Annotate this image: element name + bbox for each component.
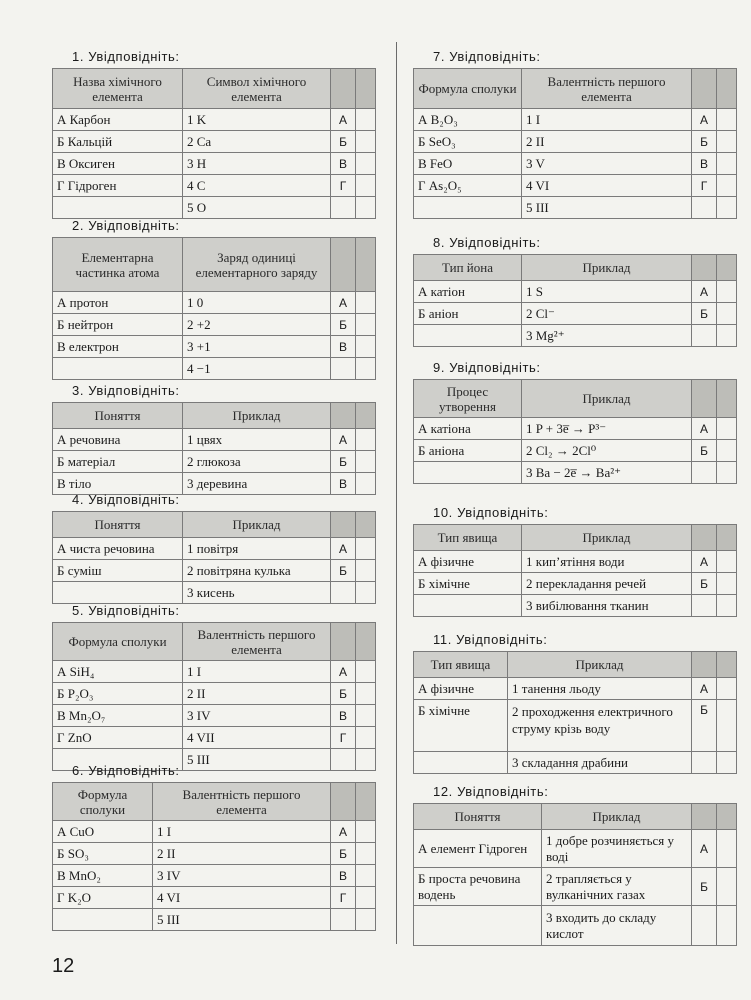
answer-cell[interactable]: Б <box>692 700 717 752</box>
left-cell <box>414 197 522 219</box>
answer-input-cell[interactable] <box>356 451 376 473</box>
answer-input-cell[interactable] <box>717 868 737 906</box>
table-row <box>414 868 737 906</box>
left-cell: В FeO <box>414 153 522 175</box>
table-row <box>414 462 737 484</box>
answer-cell[interactable]: Б <box>331 843 356 865</box>
matching-table <box>52 782 376 931</box>
table-row <box>53 909 376 931</box>
header-right: Приклад <box>183 403 331 429</box>
header-left: Поняття <box>53 512 183 538</box>
answer-input-cell <box>717 197 737 219</box>
left-cell <box>414 462 522 484</box>
left-cell: Г Гідроген <box>53 175 183 197</box>
table-row <box>414 678 737 700</box>
left-cell: Б SO₃ <box>53 843 153 865</box>
task-12 <box>413 781 736 946</box>
task-title: 6. Увідповідніть: <box>72 763 180 778</box>
answer-cell[interactable]: А <box>692 109 717 131</box>
table-row <box>53 705 376 727</box>
right-cell: 1 добре розчиняється у воді <box>542 830 692 868</box>
matching-table <box>413 379 737 484</box>
task-title: 11. Увідповідніть: <box>433 632 548 647</box>
matching-table <box>413 68 737 219</box>
right-cell: 3 Ba − 2e̅ → Ba²⁺ <box>522 462 692 484</box>
left-cell: А SiH₄ <box>53 661 183 683</box>
answer-input-cell <box>356 909 376 931</box>
left-cell: А Карбон <box>53 109 183 131</box>
left-cell: А B₂O₃ <box>414 109 522 131</box>
task-title: 10. Увідповідніть: <box>433 505 549 520</box>
header-right: Приклад <box>508 652 692 678</box>
left-cell <box>414 595 522 617</box>
header-left: Формула сполуки <box>53 623 183 661</box>
matching-table <box>413 524 737 617</box>
header-right: Приклад <box>542 804 692 830</box>
answer-cell[interactable]: Б <box>331 560 356 582</box>
header-left: Елементарна частинка атома <box>53 238 183 292</box>
right-cell: 3 входить до складу кислот <box>542 906 692 946</box>
task-9 <box>413 357 736 484</box>
answer-input-cell[interactable] <box>356 560 376 582</box>
table-row <box>53 131 376 153</box>
answer-cell[interactable]: А <box>692 551 717 573</box>
answer-input-cell[interactable] <box>356 821 376 843</box>
right-cell: 3 IV <box>153 865 331 887</box>
header-right: Валентність першого елемента <box>183 623 331 661</box>
left-cell: Г As₂O₅ <box>414 175 522 197</box>
answer-input-cell[interactable] <box>356 314 376 336</box>
table-row <box>53 865 376 887</box>
right-cell: 1 I <box>153 821 331 843</box>
answer-cell[interactable]: Г <box>692 175 717 197</box>
left-cell: Г K₂O <box>53 887 153 909</box>
table-row <box>414 573 737 595</box>
answer-cell[interactable]: В <box>331 705 356 727</box>
right-cell: 2 повітряна кулька <box>183 560 331 582</box>
answer-input-cell[interactable] <box>356 887 376 909</box>
header-left: Тип явища <box>414 525 522 551</box>
answer-cell[interactable]: Г <box>331 175 356 197</box>
table-row <box>53 887 376 909</box>
right-cell: 1 кип’ятіння води <box>522 551 692 573</box>
answer-input-cell[interactable] <box>356 153 376 175</box>
task-11 <box>413 629 736 774</box>
answer-cell[interactable]: Б <box>331 451 356 473</box>
task-8 <box>413 232 736 347</box>
matching-table <box>413 651 737 774</box>
table-row <box>414 752 737 774</box>
answer-input-cell <box>356 358 376 380</box>
task-title: 5. Увідповідніть: <box>72 603 180 618</box>
answer-input-cell[interactable] <box>717 573 737 595</box>
table-row <box>414 595 737 617</box>
answer-cell[interactable]: В <box>331 865 356 887</box>
left-cell <box>414 752 508 774</box>
header-left: Поняття <box>414 804 542 830</box>
answer-input-cell[interactable] <box>356 109 376 131</box>
matching-table <box>52 511 376 604</box>
header-left: Тип явища <box>414 652 508 678</box>
task-10 <box>413 502 736 617</box>
answer-cell[interactable]: Б <box>692 303 717 325</box>
answer-cell <box>692 462 717 484</box>
left-cell: В електрон <box>53 336 183 358</box>
task-title: 8. Увідповідніть: <box>433 235 541 250</box>
answer-input-cell[interactable] <box>717 678 737 700</box>
answer-cell <box>692 325 717 347</box>
right-cell: 1 I <box>183 661 331 683</box>
answer-input-cell[interactable] <box>717 551 737 573</box>
right-cell: 1 повітря <box>183 538 331 560</box>
answer-input-cell[interactable] <box>717 131 737 153</box>
answer-input-cell[interactable] <box>356 538 376 560</box>
table-row <box>414 153 737 175</box>
left-cell <box>53 358 183 380</box>
left-cell: Б P₂O₃ <box>53 683 183 705</box>
page-number: 12 <box>52 955 75 977</box>
left-cell: А елемент Гідроген <box>414 830 542 868</box>
header-left: Поняття <box>53 403 183 429</box>
header-right: Валентність першого елемента <box>153 783 331 821</box>
matching-table <box>52 68 376 219</box>
table-row <box>414 906 737 946</box>
left-cell: Б SeO₃ <box>414 131 522 153</box>
table-row <box>414 175 737 197</box>
table-row <box>53 292 376 314</box>
header-left: Назва хімічного елемента <box>53 69 183 109</box>
header-right: Символ хімічного елемента <box>183 69 331 109</box>
table-row <box>53 661 376 683</box>
right-cell: 2 проходження електричного струму крізь воду <box>508 700 692 752</box>
right-cell: 4 −1 <box>183 358 331 380</box>
task-title: 3. Увідповідніть: <box>72 383 180 398</box>
right-cell: 2 перекладання речей <box>522 573 692 595</box>
left-cell: Б хімічне <box>414 573 522 595</box>
answer-cell <box>692 197 717 219</box>
answer-cell <box>331 909 356 931</box>
task-title: 12. Увідповідніть: <box>433 784 549 799</box>
table-row <box>53 336 376 358</box>
answer-cell[interactable]: А <box>331 821 356 843</box>
answer-cell[interactable]: В <box>692 153 717 175</box>
answer-input-cell[interactable] <box>717 440 737 462</box>
table-row <box>53 821 376 843</box>
answer-cell[interactable]: Г <box>331 887 356 909</box>
right-cell: 1 0 <box>183 292 331 314</box>
table-row <box>53 175 376 197</box>
task-title: 4. Увідповідніть: <box>72 492 180 507</box>
right-cell: 2 II <box>153 843 331 865</box>
right-cell: 1 S <box>522 281 692 303</box>
right-cell: 2 глюкоза <box>183 451 331 473</box>
answer-cell[interactable]: А <box>331 109 356 131</box>
left-cell: В MnO₂ <box>53 865 153 887</box>
left-cell: В тіло <box>53 473 183 495</box>
table-row <box>53 109 376 131</box>
answer-cell[interactable]: В <box>331 473 356 495</box>
left-cell: В Mn₂O₇ <box>53 705 183 727</box>
left-cell: Б аніон <box>414 303 522 325</box>
table-row <box>53 451 376 473</box>
answer-cell[interactable]: В <box>331 153 356 175</box>
answer-cell <box>692 595 717 617</box>
right-cell: 3 деревина <box>183 473 331 495</box>
table-row <box>414 700 737 752</box>
answer-cell[interactable]: Б <box>331 314 356 336</box>
header-left: Тип йона <box>414 255 522 281</box>
answer-input-cell[interactable] <box>356 727 376 749</box>
answer-input-cell[interactable] <box>717 281 737 303</box>
left-cell: А чиста речовина <box>53 538 183 560</box>
answer-input-cell[interactable] <box>717 303 737 325</box>
task-4 <box>52 489 375 604</box>
answer-cell[interactable]: А <box>692 281 717 303</box>
answer-input-cell[interactable] <box>356 429 376 451</box>
task-3 <box>52 380 375 495</box>
answer-cell[interactable]: А <box>331 661 356 683</box>
header-right: Приклад <box>522 380 692 418</box>
matching-table <box>52 237 376 380</box>
right-cell: 1 P + 3e̅ → P³⁻ <box>522 418 692 440</box>
table-row <box>414 109 737 131</box>
answer-cell[interactable]: А <box>692 830 717 868</box>
table-row <box>414 197 737 219</box>
left-cell: Б Кальцій <box>53 131 183 153</box>
right-cell: 5 O <box>183 197 331 219</box>
answer-cell <box>331 358 356 380</box>
answer-input-cell[interactable] <box>717 418 737 440</box>
matching-table <box>413 803 737 946</box>
task-1 <box>52 46 375 219</box>
table-row <box>53 429 376 451</box>
left-cell: Б нейтрон <box>53 314 183 336</box>
left-cell: Б суміш <box>53 560 183 582</box>
right-cell: 4 VI <box>153 887 331 909</box>
answer-input-cell[interactable] <box>356 705 376 727</box>
answer-cell[interactable]: Б <box>331 131 356 153</box>
answer-input-cell[interactable] <box>356 683 376 705</box>
answer-input-cell[interactable] <box>356 292 376 314</box>
answer-input-cell[interactable] <box>356 175 376 197</box>
table-row <box>53 560 376 582</box>
task-7 <box>413 46 736 219</box>
answer-cell[interactable]: Б <box>331 683 356 705</box>
answer-cell[interactable]: В <box>331 336 356 358</box>
answer-cell[interactable]: А <box>331 429 356 451</box>
table-row <box>53 538 376 560</box>
left-cell: А катіон <box>414 281 522 303</box>
table-row <box>414 440 737 462</box>
table-row <box>53 153 376 175</box>
right-cell: 3 Mg²⁺ <box>522 325 692 347</box>
header-right: Приклад <box>522 525 692 551</box>
answer-input-cell[interactable] <box>356 336 376 358</box>
header-left: Процес утворення <box>414 380 522 418</box>
right-cell: 3 кисень <box>183 582 331 604</box>
answer-input-cell[interactable] <box>717 109 737 131</box>
right-cell: 3 V <box>522 153 692 175</box>
right-cell: 5 III <box>153 909 331 931</box>
table-row <box>53 843 376 865</box>
table-row <box>414 551 737 573</box>
table-row <box>53 358 376 380</box>
table-row <box>414 418 737 440</box>
header-right: Заряд одиниці елементарного заряду <box>183 238 331 292</box>
right-cell: 4 VI <box>522 175 692 197</box>
right-cell: 2 Cl₂ → 2Cl⁰ <box>522 440 692 462</box>
header-right: Приклад <box>183 512 331 538</box>
matching-table <box>52 402 376 495</box>
task-title: 9. Увідповідніть: <box>433 360 541 375</box>
answer-input-cell[interactable] <box>356 843 376 865</box>
left-cell: Б аніона <box>414 440 522 462</box>
table-row <box>53 683 376 705</box>
answer-input-cell <box>717 325 737 347</box>
right-cell: 3 складання драбини <box>508 752 692 774</box>
right-cell: 3 IV <box>183 705 331 727</box>
task-5 <box>52 600 375 771</box>
right-cell: 1 танення льоду <box>508 678 692 700</box>
table-row <box>414 830 737 868</box>
task-title: 1. Увідповідніть: <box>72 49 180 64</box>
left-cell <box>414 906 542 946</box>
right-cell: 2 +2 <box>183 314 331 336</box>
right-cell: 4 C <box>183 175 331 197</box>
task-2 <box>52 215 375 380</box>
left-cell: А протон <box>53 292 183 314</box>
right-cell: 2 II <box>522 131 692 153</box>
right-cell: 1 K <box>183 109 331 131</box>
left-cell: А катіона <box>414 418 522 440</box>
right-cell: 2 Ca <box>183 131 331 153</box>
matching-table <box>413 254 737 347</box>
table-row <box>414 281 737 303</box>
answer-cell[interactable]: Б <box>692 573 717 595</box>
table-row <box>414 303 737 325</box>
left-cell: В Оксиген <box>53 153 183 175</box>
task-6 <box>52 760 375 931</box>
matching-table <box>52 622 376 771</box>
left-cell: А фізичне <box>414 551 522 573</box>
right-cell: 2 Cl⁻ <box>522 303 692 325</box>
task-title: 2. Увідповідніть: <box>72 218 180 233</box>
table-row <box>53 314 376 336</box>
answer-input-cell[interactable] <box>356 865 376 887</box>
right-cell: 2 II <box>183 683 331 705</box>
left-cell <box>53 909 153 931</box>
right-cell: 3 вибілювання тканин <box>522 595 692 617</box>
answer-input-cell[interactable] <box>356 661 376 683</box>
table-row <box>414 325 737 347</box>
header-right: Приклад <box>522 255 692 281</box>
answer-input-cell[interactable] <box>356 131 376 153</box>
task-title: 7. Увідповідніть: <box>433 49 541 64</box>
answer-input-cell <box>717 906 737 946</box>
answer-input-cell[interactable] <box>717 175 737 197</box>
answer-cell[interactable]: А <box>692 678 717 700</box>
left-cell: Б хімічне <box>414 700 508 752</box>
table-row <box>53 727 376 749</box>
header-left: Формула сполуки <box>53 783 153 821</box>
left-cell <box>414 325 522 347</box>
answer-cell[interactable]: А <box>331 292 356 314</box>
answer-cell[interactable]: А <box>692 418 717 440</box>
answer-cell[interactable]: Г <box>331 727 356 749</box>
answer-cell[interactable]: А <box>331 538 356 560</box>
answer-input-cell <box>717 752 737 774</box>
column-divider <box>396 42 397 944</box>
right-cell: 4 VII <box>183 727 331 749</box>
answer-input-cell[interactable] <box>717 700 737 752</box>
header-left: Формула сполуки <box>414 69 522 109</box>
left-cell: А фізичне <box>414 678 508 700</box>
right-cell: 5 III <box>183 749 331 771</box>
answer-cell <box>692 906 717 946</box>
right-cell: 1 цвях <box>183 429 331 451</box>
left-cell: Г ZnO <box>53 727 183 749</box>
answer-cell <box>692 752 717 774</box>
left-cell: А CuO <box>53 821 153 843</box>
left-cell: А речовина <box>53 429 183 451</box>
right-cell: 2 трапляється у вулканічних газах <box>542 868 692 906</box>
header-right: Валентність першого елемента <box>522 69 692 109</box>
left-cell: Б проста речовина водень <box>414 868 542 906</box>
right-cell: 1 I <box>522 109 692 131</box>
answer-input-cell <box>717 462 737 484</box>
right-cell: 3 H <box>183 153 331 175</box>
left-cell: Б матеріал <box>53 451 183 473</box>
right-cell: 3 +1 <box>183 336 331 358</box>
answer-cell[interactable]: Б <box>692 440 717 462</box>
answer-input-cell[interactable] <box>717 830 737 868</box>
answer-cell[interactable]: Б <box>692 131 717 153</box>
table-row <box>414 131 737 153</box>
right-cell: 5 III <box>522 197 692 219</box>
answer-cell[interactable]: Б <box>692 868 717 906</box>
answer-input-cell <box>717 595 737 617</box>
answer-input-cell[interactable] <box>717 153 737 175</box>
